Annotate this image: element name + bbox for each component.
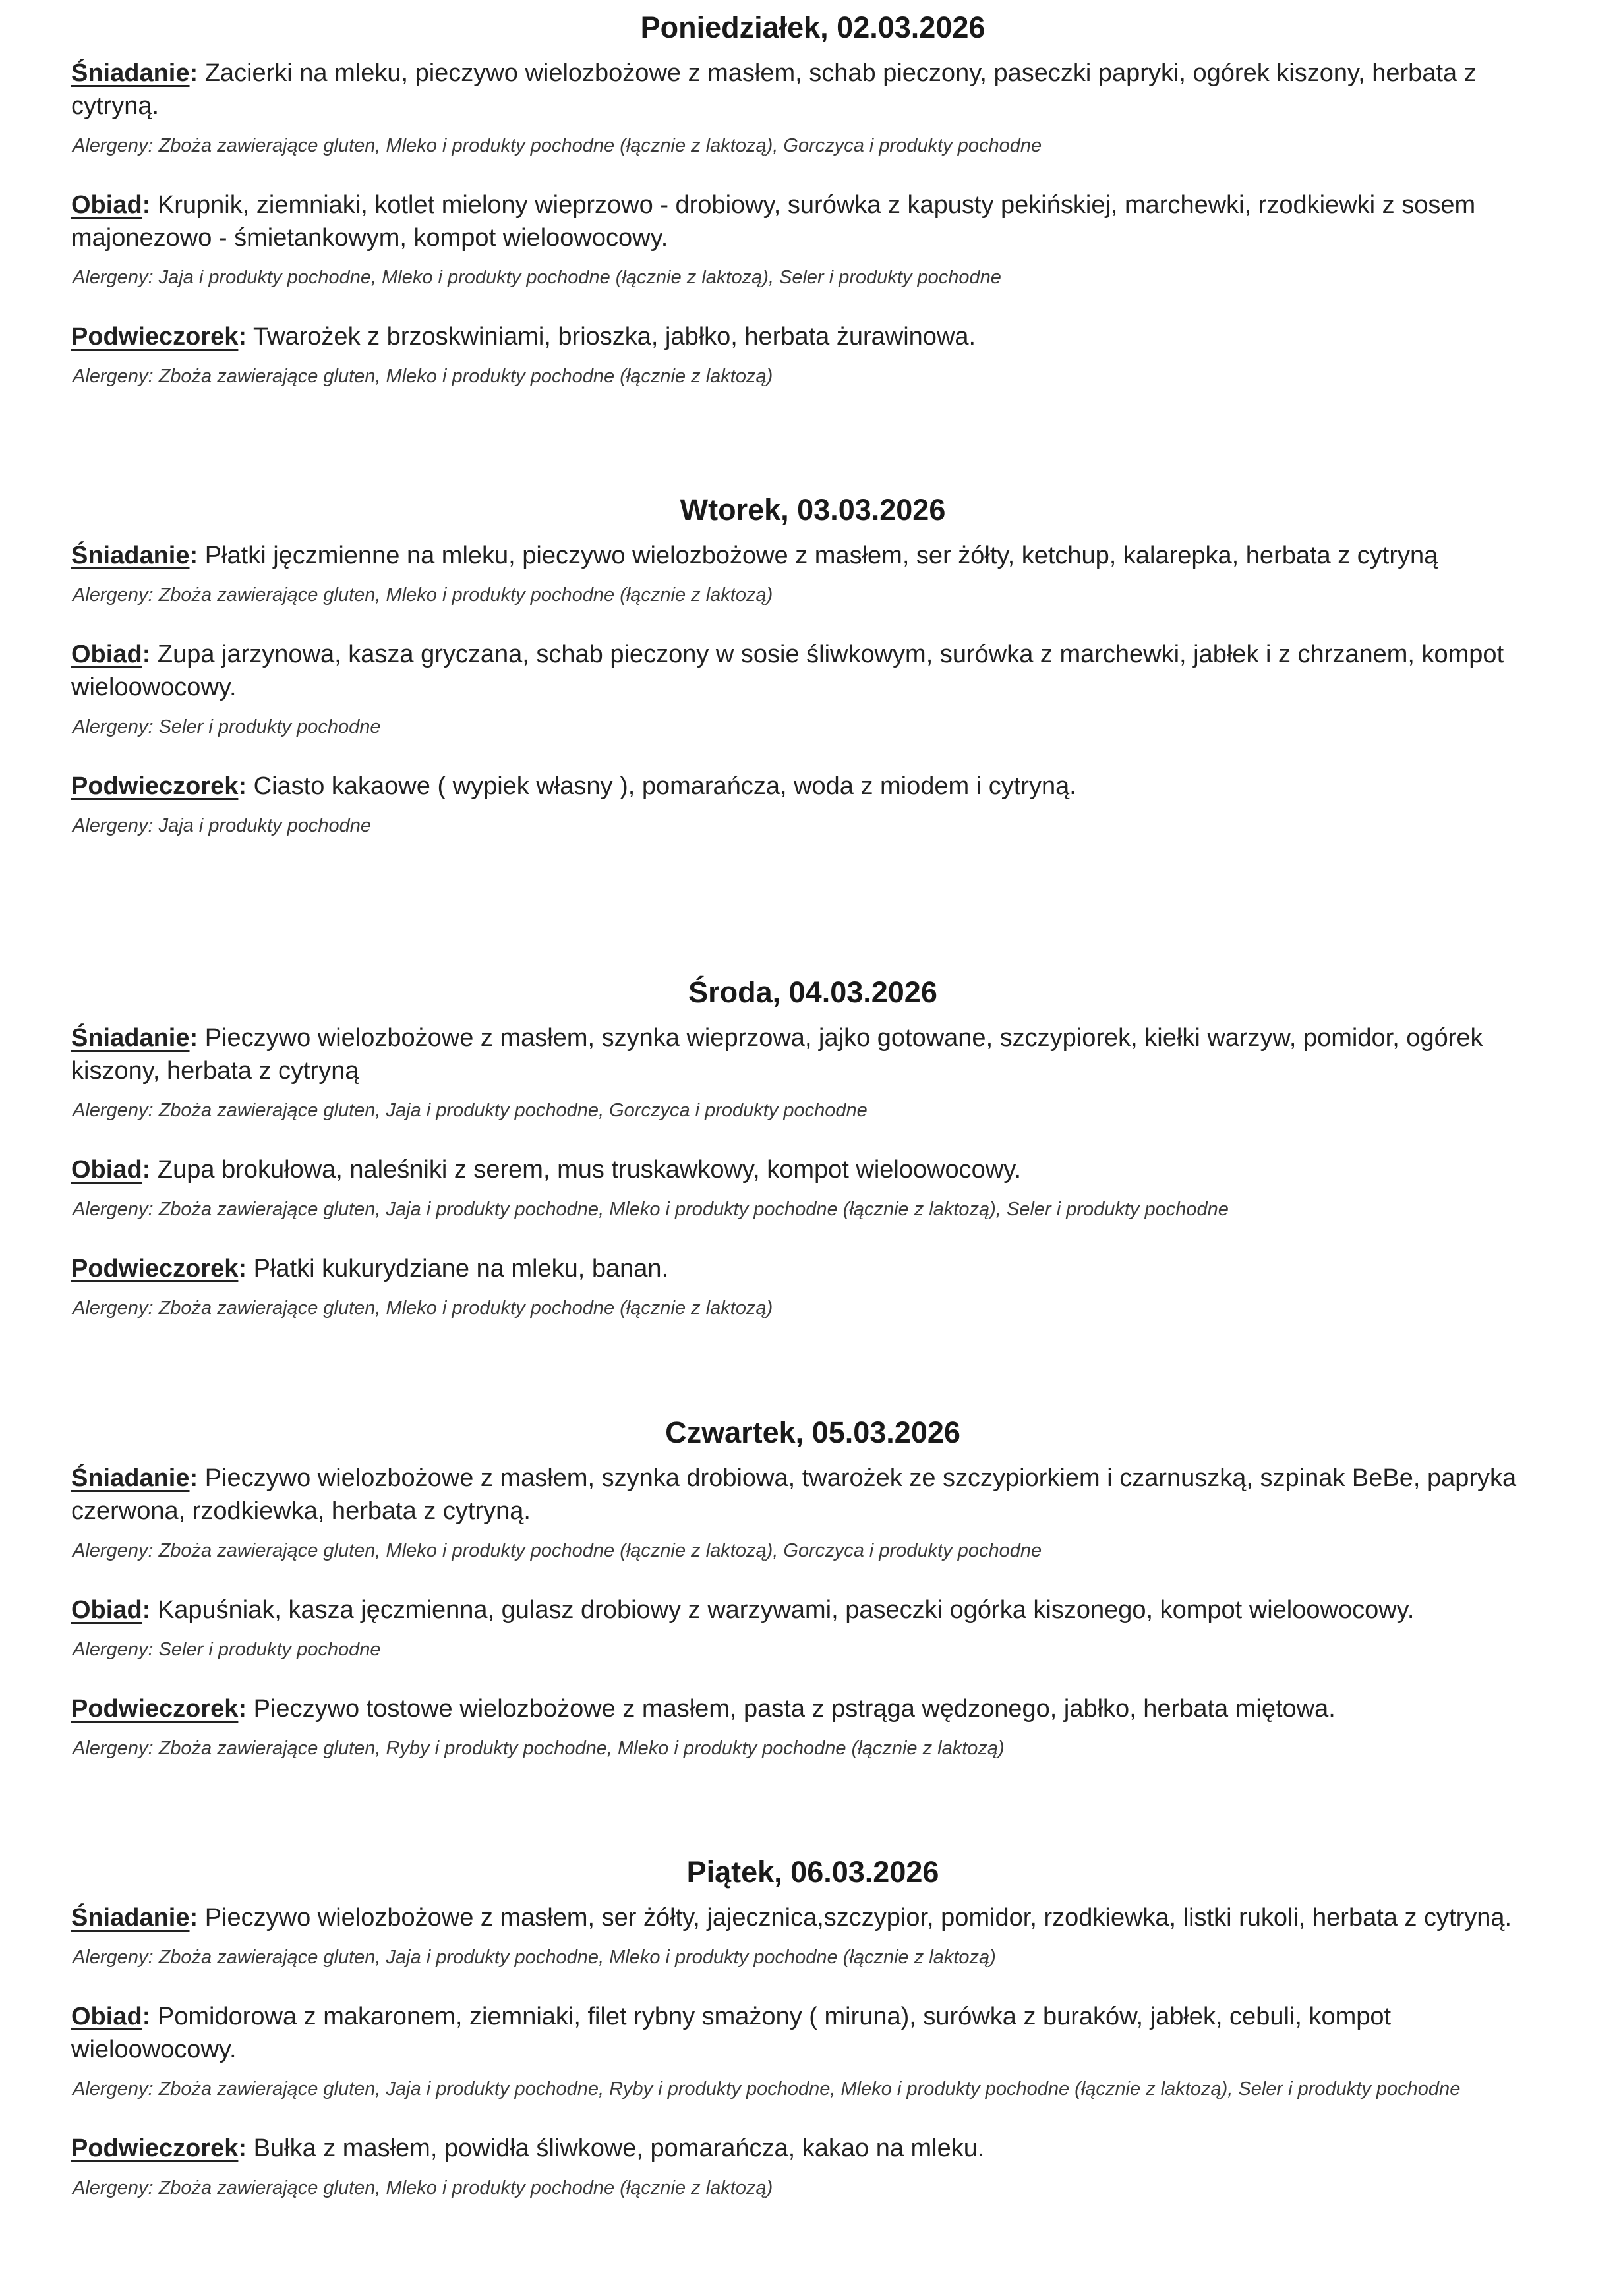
day-title: Poniedziałek, 02.03.2026	[640, 11, 986, 44]
meal-description: Krupnik, ziemniaki, kotlet mielony wieprzowo - drobiowy, surówka z kapusty pekińskiej, marchewki, rzodkiewki z sosem majonezowo - śmietankowym, kompot wieloowocowy.	[71, 191, 1476, 252]
meal-description: Kapuśniak, kasza jęczmienna, gulasz drobiowy z warzywami, paseczki ogórka kiszonego, kompot wieloowocowy.	[157, 1596, 1415, 1624]
meal-description: Płatki kukurydziane na mleku, banan.	[253, 1255, 669, 1282]
meal-label: Śniadanie	[71, 1904, 190, 1932]
meal-label: Obiad	[71, 641, 142, 668]
allergen-info: Alergeny: Seler i produkty pochodne	[73, 716, 381, 737]
meal-description: Pieczywo wielozbożowe z masłem, ser żółty, jajecznica,szczypior, pomidor, rzodkiewka, listki rukoli, herbata z cytryną.	[204, 1904, 1512, 1932]
allergen-info: Alergeny: Zboża zawierające gluten, Mleko i produkty pochodne (łącznie z laktozą), Gorczyca i produkty pochodne	[73, 1540, 1042, 1561]
meal-label: Podwieczorek	[71, 772, 239, 800]
meal-description: Zupa brokułowa, naleśniki z serem, mus truskawkowy, kompot wieloowocowy.	[157, 1156, 1021, 1184]
meal-description: Bułka z masłem, powidła śliwkowe, pomarańcza, kakao na mleku.	[253, 2135, 985, 2162]
meal-breakfast: Śniadanie: Płatki jęczmienne na mleku, pieczywo wielozbożowe z masłem, ser żółty, ketchup, kalarepka, herbata z cytryną Alergeny: Zboża zawierające gluten, Mleko i produkty pochodne (łącznie z laktozą)	[71, 539, 1554, 609]
meal-description: Zupa jarzynowa, kasza gryczana, schab pieczony w sosie śliwkowym, surówka z marchewki, jabłek i z chrzanem, kompot wieloowocowy.	[71, 641, 1504, 701]
allergen-info: Alergeny: Zboża zawierające gluten, Mleko i produkty pochodne (łącznie z laktozą)	[73, 366, 773, 387]
allergen-info: Alergeny: Zboża zawierające gluten, Mleko i produkty pochodne (łącznie z laktozą), Gorczyca i produkty pochodne	[73, 135, 1042, 156]
meal-label: Obiad	[71, 191, 142, 219]
meal-description: Pieczywo wielozbożowe z masłem, szynka wieprzowa, jajko gotowane, szczypiorek, kiełki warzyw, pomidor, ogórek kiszony, herbata z cytryną	[71, 1024, 1483, 1085]
allergen-info: Alergeny: Zboża zawierające gluten, Ryby i produkty pochodne, Mleko i produkty pochodne (łącznie z laktozą)	[73, 1738, 1005, 1759]
meal-label: Śniadanie	[71, 1024, 190, 1052]
meal-lunch: Obiad: Zupa brokułowa, naleśniki z serem, mus truskawkowy, kompot wieloowocowy. Alergeny: Zboża zawierające gluten, Jaja i produkty pochodne, Mleko i produkty pochodne (łącznie z laktozą), Seler i produkty pochodne	[71, 1153, 1554, 1223]
meal-snack: Podwieczorek: Bułka z masłem, powidła śliwkowe, pomarańcza, kakao na mleku. Alergeny: Zboża zawierające gluten, Mleko i produkty pochodne (łącznie z laktozą)	[71, 2132, 1554, 2202]
allergen-info: Alergeny: Seler i produkty pochodne	[73, 1639, 381, 1660]
allergen-info: Alergeny: Jaja i produkty pochodne	[73, 815, 372, 836]
day-friday	[71, 1854, 1554, 2202]
meal-lunch: Obiad: Kapuśniak, kasza jęczmienna, gulasz drobiowy z warzywami, paseczki ogórka kiszonego, kompot wieloowocowy. Alergeny: Seler i produkty pochodne	[71, 1593, 1554, 1663]
allergen-info: Alergeny: Zboża zawierające gluten, Jaja i produkty pochodne, Gorczyca i produkty pochodne	[73, 1100, 868, 1121]
meal-lunch: Obiad: Zupa jarzynowa, kasza gryczana, schab pieczony w sosie śliwkowym, surówka z marchewki, jabłek i z chrzanem, kompot wieloowocowy. Alergeny: Seler i produkty pochodne	[71, 638, 1554, 741]
allergen-info: Alergeny: Zboża zawierające gluten, Mleko i produkty pochodne (łącznie z laktozą)	[73, 1298, 773, 1319]
allergen-info: Alergeny: Zboża zawierające gluten, Mleko i produkty pochodne (łącznie z laktozą)	[73, 585, 773, 606]
meal-description: Ciasto kakaowe ( wypiek własny ), pomarańcza, woda z miodem i cytryną.	[253, 772, 1076, 800]
meal-label: Podwieczorek	[71, 2135, 239, 2162]
meal-description: Płatki jęczmienne na mleku, pieczywo wielozbożowe z masłem, ser żółty, ketchup, kalarepka, herbata z cytryną	[204, 542, 1438, 569]
day-thursday	[71, 1414, 1554, 1762]
meal-snack: Podwieczorek: Płatki kukurydziane na mleku, banan. Alergeny: Zboża zawierające gluten, Mleko i produkty pochodne (łącznie z laktozą)	[71, 1252, 1554, 1322]
meal-label: Podwieczorek	[71, 1695, 239, 1723]
day-title: Czwartek, 05.03.2026	[665, 1416, 960, 1449]
meal-label: Obiad	[71, 1596, 142, 1624]
meal-snack: Podwieczorek: Pieczywo tostowe wielozbożowe z masłem, pasta z pstrąga wędzonego, jabłko, herbata miętowa. Alergeny: Zboża zawierające gluten, Ryby i produkty pochodne, Mleko i produkty pochodne (łącznie z laktozą)	[71, 1692, 1554, 1762]
meal-description: Pieczywo tostowe wielozbożowe z masłem, pasta z pstrąga wędzonego, jabłko, herbata miętowa.	[253, 1695, 1336, 1723]
meal-lunch: Obiad: Krupnik, ziemniaki, kotlet mielony wieprzowo - drobiowy, surówka z kapusty pekińskiej, marchewki, rzodkiewki z sosem majonezowo - śmietankowym, kompot wieloowocowy. Alergeny: Jaja i produkty pochodne, Mleko i produkty pochodne (łącznie z laktozą), Seler i produkty pochodne	[71, 188, 1554, 291]
meal-breakfast: Śniadanie: Pieczywo wielozbożowe z masłem, szynka drobiowa, twarożek ze szczypiorkiem i czarnuszką, szpinak BeBe, papryka czerwona, rzodkiewka, herbata z cytryną. Alergeny: Zboża zawierające gluten, Mleko i produkty pochodne (łącznie z laktozą), Gorczyca i produkty pochodne	[71, 1462, 1554, 1564]
allergen-info: Alergeny: Zboża zawierające gluten, Jaja i produkty pochodne, Mleko i produkty pochodne (łącznie z laktozą)	[73, 1947, 996, 1968]
meal-description: Pomidorowa z makaronem, ziemniaki, filet rybny smażony ( miruna), surówka z buraków, jabłek, cebuli, kompot wieloowocowy.	[71, 2003, 1392, 2063]
allergen-info: Alergeny: Zboża zawierające gluten, Jaja i produkty pochodne, Mleko i produkty pochodne (łącznie z laktozą), Seler i produkty pochodne	[73, 1199, 1229, 1220]
meal-label: Obiad	[71, 1156, 142, 1184]
meal-label: Podwieczorek	[71, 1255, 239, 1282]
meal-label: Śniadanie	[71, 1464, 190, 1492]
day-tuesday	[71, 492, 1554, 840]
meal-label: Śniadanie	[71, 59, 190, 87]
meal-label: Obiad	[71, 2003, 142, 2030]
day-title: Środa, 04.03.2026	[688, 975, 937, 1009]
meal-description: Zacierki na mleku, pieczywo wielozbożowe z masłem, schab pieczony, paseczki papryki, ogórek kiszony, herbata z cytryną.	[71, 59, 1477, 120]
meal-snack: Podwieczorek: Ciasto kakaowe ( wypiek własny ), pomarańcza, woda z miodem i cytryną. Alergeny: Jaja i produkty pochodne	[71, 770, 1554, 840]
meal-breakfast: Śniadanie: Pieczywo wielozbożowe z masłem, ser żółty, jajecznica,szczypior, pomidor, rzodkiewka, listki rukoli, herbata z cytryną. Alergeny: Zboża zawierające gluten, Jaja i produkty pochodne, Mleko i produkty pochodne (łącznie z laktozą)	[71, 1901, 1554, 1971]
allergen-info: Alergeny: Zboża zawierające gluten, Jaja i produkty pochodne, Ryby i produkty pochodne, Mleko i produkty pochodne (łącznie z laktozą), Seler i produkty pochodne	[73, 2079, 1461, 2100]
meal-breakfast: Śniadanie: Zacierki na mleku, pieczywo wielozbożowe z masłem, schab pieczony, paseczki papryki, ogórek kiszony, herbata z cytryną. Alergeny: Zboża zawierające gluten, Mleko i produkty pochodne (łącznie z laktozą), Gorczyca i produkty pochodne	[71, 57, 1554, 159]
day-title: Piątek, 06.03.2026	[686, 1855, 939, 1889]
meal-label: Podwieczorek	[71, 323, 239, 351]
meal-lunch: Obiad: Pomidorowa z makaronem, ziemniaki, filet rybny smażony ( miruna), surówka z buraków, jabłek, cebuli, kompot wieloowocowy. Alergeny: Zboża zawierające gluten, Jaja i produkty pochodne, Ryby i produkty pochodne, Mleko i produkty pochodne (łącznie z laktozą), Seler i produkty pochodne	[71, 2000, 1554, 2103]
meal-description: Pieczywo wielozbożowe z masłem, szynka drobiowa, twarożek ze szczypiorkiem i czarnuszką, szpinak BeBe, papryka czerwona, rzodkiewka, herbata z cytryną.	[71, 1464, 1517, 1525]
day-wednesday	[71, 974, 1554, 1322]
meal-snack: Podwieczorek: Twarożek z brzoskwiniami, brioszka, jabłko, herbata żurawinowa. Alergeny: Zboża zawierające gluten, Mleko i produkty pochodne (łącznie z laktozą)	[71, 320, 1554, 390]
day-monday	[71, 9, 1554, 390]
meal-breakfast: Śniadanie: Pieczywo wielozbożowe z masłem, szynka wieprzowa, jajko gotowane, szczypiorek, kiełki warzyw, pomidor, ogórek kiszony, herbata z cytryną Alergeny: Zboża zawierające gluten, Jaja i produkty pochodne, Gorczyca i produkty pochodne	[71, 1021, 1554, 1124]
meal-label: Śniadanie	[71, 542, 190, 569]
allergen-info: Alergeny: Jaja i produkty pochodne, Mleko i produkty pochodne (łącznie z laktozą), Seler i produkty pochodne	[73, 267, 1001, 288]
day-title: Wtorek, 03.03.2026	[680, 493, 946, 527]
allergen-info: Alergeny: Zboża zawierające gluten, Mleko i produkty pochodne (łącznie z laktozą)	[73, 2177, 773, 2198]
meal-description: Twarożek z brzoskwiniami, brioszka, jabłko, herbata żurawinowa.	[252, 323, 976, 351]
